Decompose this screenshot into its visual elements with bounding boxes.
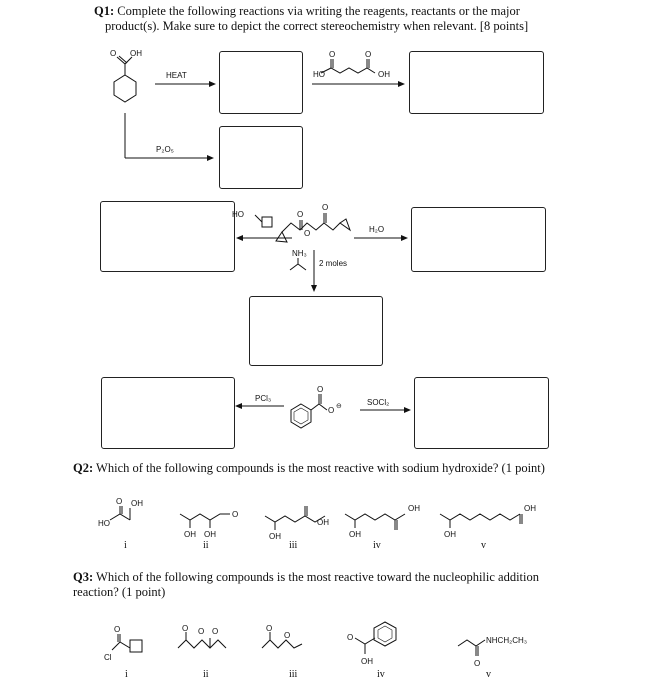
cyclopropane-right xyxy=(340,219,350,230)
q3-v-o: O xyxy=(474,659,481,668)
q3-choice-ii[interactable]: ii xyxy=(203,669,209,680)
socl2-label: SOCl₂ xyxy=(367,398,390,407)
q1-label: Q1: xyxy=(94,4,115,18)
pcl3-label: PCl₃ xyxy=(255,394,272,403)
q2-ii-oh1: OH xyxy=(184,530,196,539)
diacid-ho-label: HO xyxy=(313,70,325,79)
cyclohexane-ring xyxy=(114,75,136,102)
q3-choice-i[interactable]: i xyxy=(125,669,128,680)
q3-ii-o2: O xyxy=(198,627,205,636)
anhydride-o-bridge: O xyxy=(304,229,311,238)
q2-prompt xyxy=(73,461,643,476)
q3-iv-benzene xyxy=(374,622,396,646)
q2-ii-o: O xyxy=(232,510,239,519)
q2-iii-oh: OH xyxy=(269,532,281,541)
q2-choice-i[interactable]: i xyxy=(124,540,127,551)
anhydride-chain xyxy=(282,223,340,232)
q2-structures xyxy=(0,478,650,558)
q2-v-oh: OH xyxy=(444,530,456,539)
benzoate-o-minus: O xyxy=(328,406,335,415)
q3-i-cyclobutane xyxy=(130,640,142,652)
q3-ii-o1: O xyxy=(182,624,189,633)
two-moles-label: 2 moles xyxy=(319,259,348,268)
cyclobutane-ring xyxy=(262,217,272,227)
q2-v-oh2: OH xyxy=(524,504,536,513)
q2-ii-oh2: OH xyxy=(204,530,216,539)
q2-choice-v[interactable]: v xyxy=(481,540,486,551)
anhydride-o-right: O xyxy=(322,203,329,212)
q2-choice-iv[interactable]: iv xyxy=(373,540,381,551)
q3-text-line2: reaction? (1 point) xyxy=(73,585,166,599)
benzoate-charge: ⊖ xyxy=(336,403,342,410)
q3-iii-o1: O xyxy=(266,624,273,633)
q3-prompt xyxy=(73,570,643,600)
ho-label-anhydride: HO xyxy=(232,210,244,219)
q3-v-nh: NHCH₂CH₃ xyxy=(486,636,528,645)
diacid-o-left: O xyxy=(329,50,336,59)
diacid-chain xyxy=(321,68,375,73)
q2-i-ho: HO xyxy=(98,519,110,528)
nh3-label: NH₃ xyxy=(292,249,307,258)
q3-text-line1: Which of the following compounds is the most reactive toward the nucleophilic addition xyxy=(96,570,539,584)
q3-choice-v[interactable]: v xyxy=(486,669,491,680)
q3-i-o: O xyxy=(114,625,121,634)
q3-iv-oh: OH xyxy=(361,657,373,666)
anhydride-o-left: O xyxy=(297,210,304,219)
q3-choice-iv[interactable]: iv xyxy=(377,669,385,680)
diacid-oh-label: OH xyxy=(378,70,390,79)
heat-label: HEAT xyxy=(166,71,187,80)
benzoate-o-top: O xyxy=(317,385,324,394)
diacid-o-right: O xyxy=(365,50,372,59)
q2-iv-oh2: OH xyxy=(408,504,420,513)
acid-o-label: O xyxy=(110,49,117,58)
q3-ii-o3: O xyxy=(212,627,219,636)
q3-label: Q3: xyxy=(73,570,94,584)
q1-text-line1: Complete the following reactions via writing the reagents, reactants or the major xyxy=(117,4,520,18)
q3-i-cl: Cl xyxy=(104,653,112,662)
q3-structures xyxy=(0,612,650,692)
q2-choice-iii[interactable]: iii xyxy=(289,540,298,551)
h2o-label: H₂O xyxy=(369,225,385,234)
q1-text-line2: product(s). Make sure to depict the correct stereochemistry when relevant. [8 points] xyxy=(105,19,529,33)
q2-choice-ii[interactable]: ii xyxy=(203,540,209,551)
q2-i-oh: OH xyxy=(131,499,143,508)
q3-choice-iii[interactable]: iii xyxy=(289,669,298,680)
acid-oh-label: OH xyxy=(130,49,142,58)
q2-label: Q2: xyxy=(73,461,94,475)
cyclopropane-left xyxy=(276,232,287,242)
p2o5-label: P₂O₅ xyxy=(156,145,174,154)
q2-i-o: O xyxy=(116,497,123,506)
q2-iii-oh2: OH xyxy=(317,518,329,527)
q2-iv-oh: OH xyxy=(349,530,361,539)
q2-text: Which of the following compounds is the most reactive with sodium hydroxide? (1 point) xyxy=(96,461,545,475)
q3-iv-o: O xyxy=(347,633,354,642)
q3-iii-o2: O xyxy=(284,631,291,640)
